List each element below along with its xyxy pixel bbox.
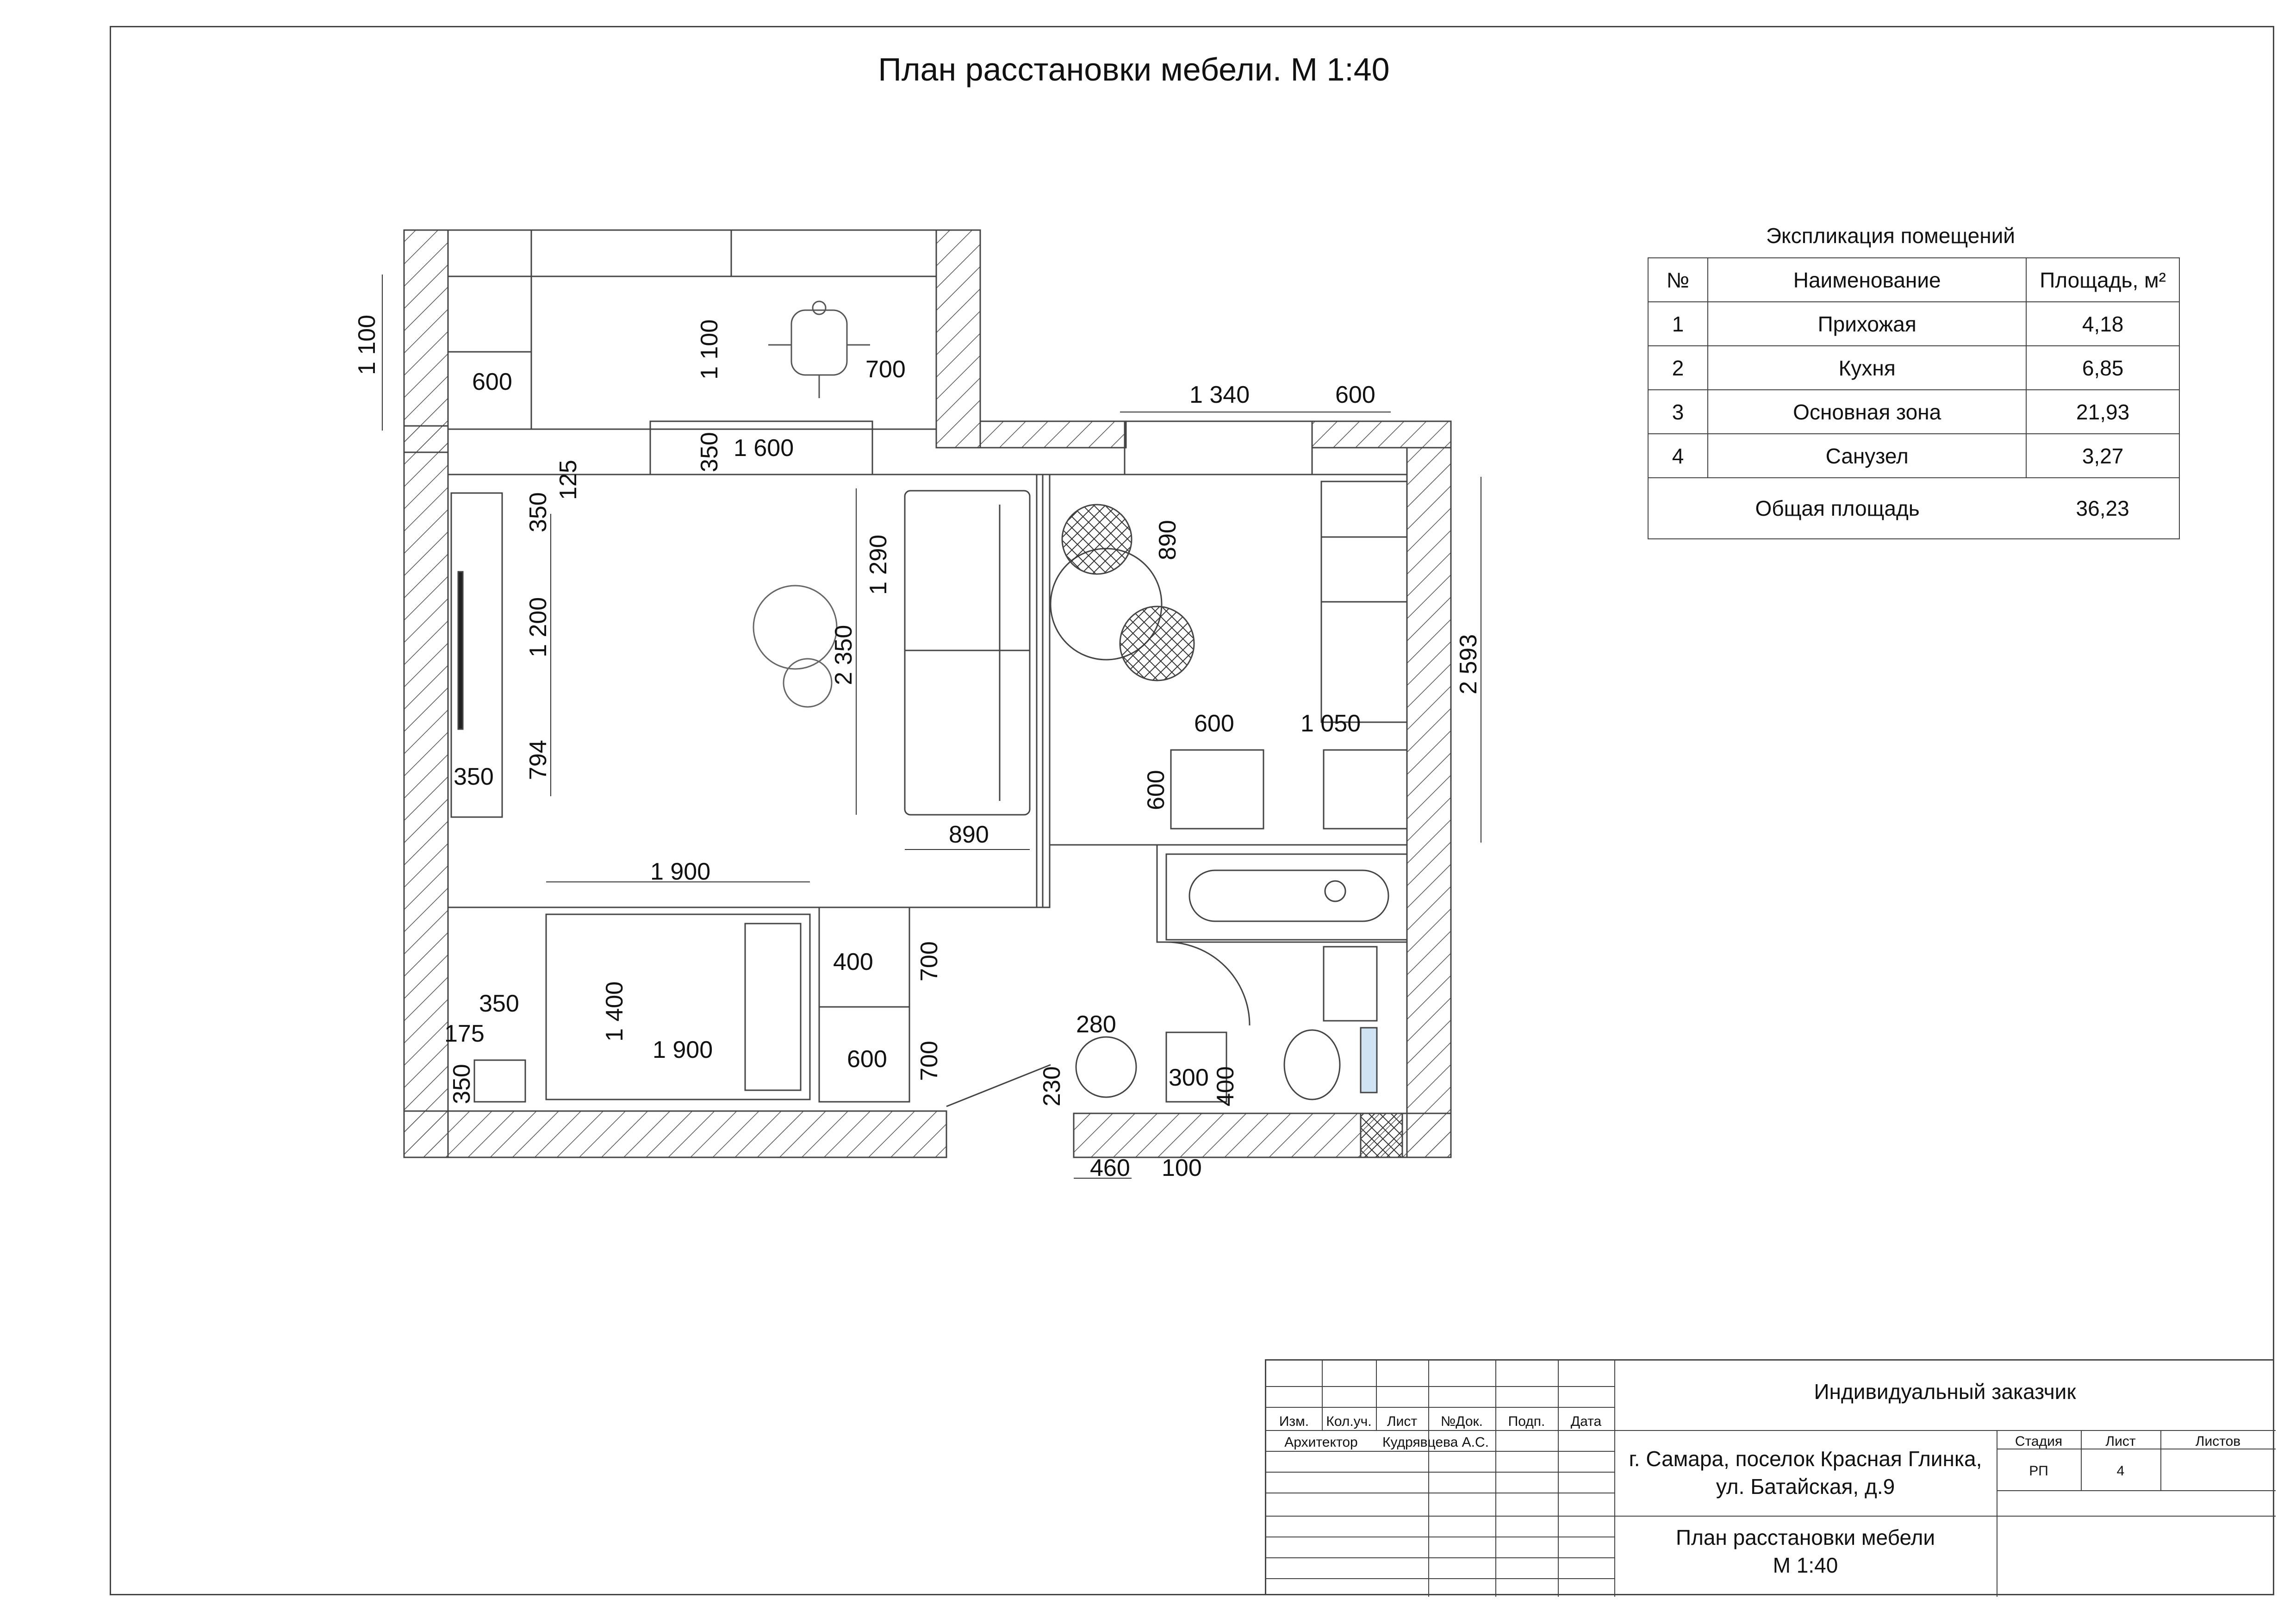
page-title: План расстановки мебели. М 1:40 (878, 51, 1390, 87)
dim-kitchen-1340: 1 340 (1189, 381, 1250, 408)
bathtub (1166, 854, 1407, 940)
dim-bottom-460: 460 (1090, 1155, 1130, 1181)
dim-night-600: 600 (847, 1046, 887, 1073)
col-data: Дата (1570, 1414, 1602, 1429)
col-ndok: №Док. (1441, 1414, 1483, 1429)
dim-sofa-890: 890 (949, 821, 989, 848)
dim-hall-300: 300 (1169, 1064, 1209, 1091)
balcony (448, 230, 936, 429)
kitchen-units (1171, 481, 1407, 829)
sheet-label: Лист (2105, 1434, 2136, 1449)
row-area: 3,27 (2026, 434, 2179, 478)
dim-hall-400: 400 (1212, 1066, 1239, 1106)
table-header-row (1648, 258, 2179, 302)
dim-sofa-2350: 2 350 (830, 625, 857, 685)
dim-bed-1900-top: 1 900 (650, 858, 711, 885)
row-number: 2 (1648, 346, 1708, 390)
dim-bed-1900: 1 900 (653, 1037, 713, 1063)
dim-tv-794: 794 (525, 740, 552, 780)
dim-left-175: 175 (444, 1020, 485, 1047)
dim-tv-350: 350 (525, 492, 552, 532)
dim-kitchen-600: 600 (1335, 381, 1375, 408)
dim-chair-zone: 700 (865, 356, 906, 383)
row-name: Кухня (1708, 346, 2026, 390)
table-row (1648, 434, 2179, 478)
dim-balcony-depth: 600 (472, 369, 512, 395)
dim-tv-depth: 350 (454, 763, 494, 790)
dim-hall-280: 280 (1076, 1011, 1116, 1038)
row-area: 6,85 (2026, 346, 2179, 390)
dim-kitchen-height: 2 593 (1455, 634, 1482, 694)
row-area: 21,93 (2026, 390, 2179, 434)
header-name: Наименование (1708, 258, 2026, 302)
dim-night-400: 400 (833, 949, 873, 975)
col-list: Лист (1387, 1414, 1418, 1429)
coffee-tables (753, 586, 837, 707)
sheets-label: Листов (2195, 1434, 2241, 1449)
customer: Индивидуальный заказчик (1814, 1380, 2076, 1404)
dim-closet-700-b: 700 (916, 1041, 943, 1081)
dim-shelf-length: 1 600 (734, 435, 794, 462)
explication-table (1648, 257, 2180, 539)
dim-bed-1400: 1 400 (601, 981, 628, 1042)
dim-left-350-b: 350 (448, 1064, 475, 1104)
sheet-title-line2: М 1:40 (1773, 1553, 1838, 1577)
sheet-value: 4 (2116, 1463, 2125, 1479)
col-koluch: Кол.уч. (1326, 1414, 1372, 1429)
dim-bottom-100: 100 (1162, 1155, 1202, 1181)
explication-caption: Экспликация помещений (1766, 224, 2015, 248)
exterior-walls (404, 230, 1451, 1157)
dim-gap-125: 125 (555, 460, 582, 500)
address-line2: ул. Батайская, д.9 (1716, 1474, 1895, 1499)
total-value: 36,23 (2026, 478, 2179, 539)
row-number: 4 (1648, 434, 1708, 478)
row-name: Санузел (1708, 434, 2026, 478)
dim-shelf-depth: 350 (696, 432, 723, 472)
dim-closet-700-a: 700 (916, 941, 943, 981)
row-number: 3 (1648, 390, 1708, 434)
dim-table-890: 890 (1154, 520, 1181, 560)
dim-desk-depth: 1 100 (696, 319, 723, 380)
row-number: 1 (1648, 302, 1708, 346)
address-line1: г. Самара, поселок Красная Глинка, (1629, 1447, 1982, 1471)
bedroom (474, 907, 909, 1102)
row-name: Прихожая (1708, 302, 2026, 346)
table-row (1648, 390, 2179, 434)
header-area: Площадь, м² (2026, 258, 2179, 302)
desk-chair (768, 301, 870, 398)
interior-walls (448, 421, 1407, 942)
dim-unit-1050: 1 050 (1300, 710, 1361, 737)
role: Архитектор (1284, 1435, 1358, 1450)
stage-label: Стадия (2015, 1434, 2063, 1449)
dim-tv-1200: 1 200 (525, 597, 552, 657)
sofa (905, 491, 1030, 815)
dim-sofa-1290: 1 290 (865, 534, 892, 595)
sheet-title-line1: План расстановки мебели (1675, 1525, 1935, 1549)
dim-balcony-height: 1 100 (354, 314, 380, 375)
col-podp: Подп. (1508, 1414, 1545, 1429)
dim-hall-230: 230 (1039, 1066, 1065, 1106)
table-row (1648, 346, 2179, 390)
row-name: Основная зона (1708, 390, 2026, 434)
person: Кудрявцева А.С. (1382, 1435, 1489, 1450)
row-area: 4,18 (2026, 302, 2179, 346)
dim-unit-side-600: 600 (1143, 770, 1170, 810)
col-izm: Изм. (1279, 1414, 1309, 1429)
table-row (1648, 302, 2179, 346)
stage-value: РП (2029, 1463, 2048, 1479)
dim-left-350: 350 (479, 990, 519, 1017)
dim-unit-600: 600 (1194, 710, 1234, 737)
total-label: Общая площадь (1648, 478, 2026, 539)
title-block (1265, 1359, 2274, 1595)
header-number: № (1648, 258, 1708, 302)
table-total-row (1648, 478, 2179, 539)
